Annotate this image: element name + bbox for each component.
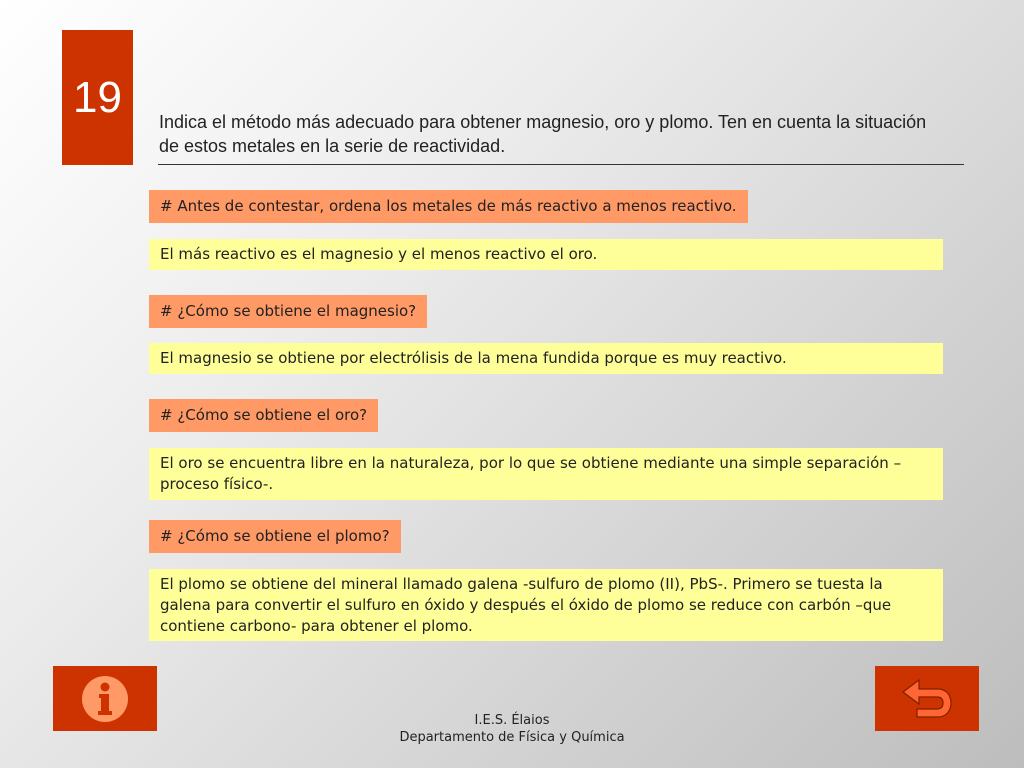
info-button[interactable] <box>53 666 157 731</box>
answer-order-metals: El más reactivo es el magnesio y el menos reactivo el oro. <box>149 239 943 270</box>
return-arrow-icon <box>899 676 955 722</box>
footer <box>312 712 712 746</box>
hint-gold[interactable]: # ¿Cómo se obtiene el oro? <box>149 399 378 432</box>
question-text: Indica el método más adecuado para obtener magnesio, oro y plomo. Ten en cuenta la situación de estos metales en la serie de reactividad. <box>159 112 927 156</box>
answer-magnesium: El magnesio se obtiene por electrólisis de la mena fundida porque es muy reactivo. <box>149 343 943 374</box>
footer-department: Departamento de Física y Química <box>399 730 625 745</box>
hint-order-metals[interactable]: # Antes de contestar, ordena los metales de más reactivo a menos reactivo. <box>149 190 748 223</box>
info-icon <box>80 674 130 724</box>
return-button[interactable] <box>875 666 979 731</box>
hint-magnesium[interactable]: # ¿Cómo se obtiene el magnesio? <box>149 295 427 328</box>
footer-school: I.E.S. Élaios <box>474 713 550 728</box>
slide-number: 19 <box>62 30 133 165</box>
answer-lead: El plomo se obtiene del mineral llamado galena -sulfuro de plomo (II), PbS-. Primero se tuesta la galena para convertir el sulfuro en óxido y después el óxido de plomo se reduce con carbón –que contiene carbono- para obtener el plomo. <box>149 569 943 641</box>
title-divider <box>158 164 964 165</box>
hint-lead[interactable]: # ¿Cómo se obtiene el plomo? <box>149 520 401 553</box>
answer-gold: El oro se encuentra libre en la naturaleza, por lo que se obtiene mediante una simple separación –proceso físico-. <box>149 448 943 500</box>
